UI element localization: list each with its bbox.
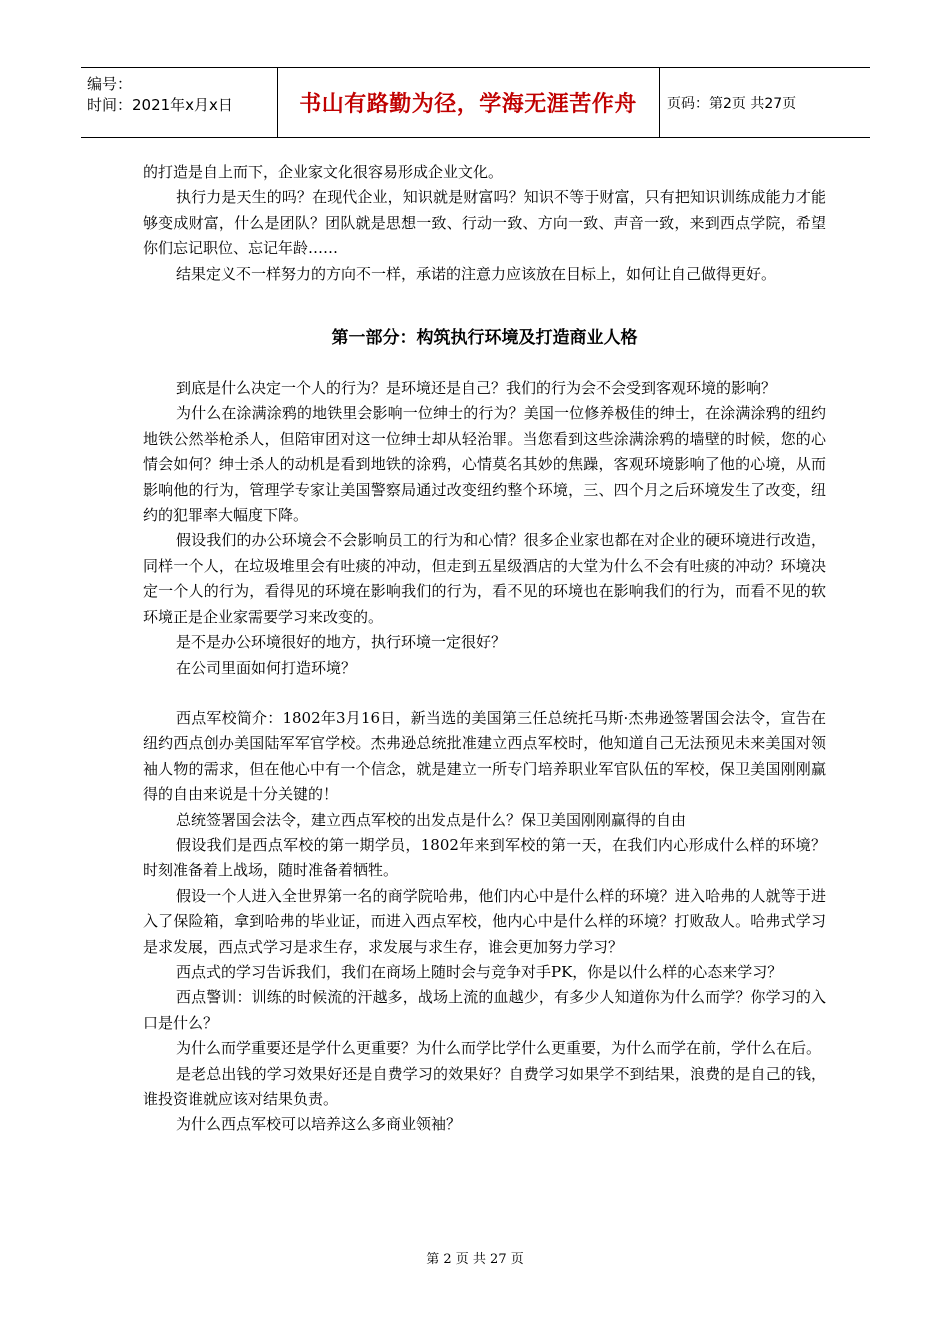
paragraph: 是老总出钱的学习效果好还是自费学习的效果好？自费学习如果学不到结果，浪费的是自己的钱，谁投资谁就应该对结果负责。	[143, 1064, 826, 1108]
paragraph: 总统签署国会法令，建立西点军校的出发点是什么？保卫美国刚刚赢得的自由	[176, 810, 687, 829]
paragraph: 的打造是自上而下，企业家文化很容易形成企业文化。	[143, 163, 504, 181]
page-header	[81, 67, 870, 138]
paragraph: 假设一个人进入全世界第一名的商学院哈弗，他们内心中是什么样的环境？进入哈弗的人就等于进入了保险箱，拿到哈弗的毕业证，而进入西点军校，他内心中是什么样的环境？打败敌人。哈弗式学习是求发展，西点式学习是求生存，求发展与求生存，谁会更加努力学习？	[143, 886, 826, 956]
paragraph: 是不是办公环境很好的地方，执行环境一定很好？	[176, 633, 507, 652]
paragraph: 假设我们是西点军校的第一期学员，1802年来到军校的第一天，在我们内心形成什么样的环境？时刻准备着上战场，随时准备着牺牲。	[143, 835, 826, 880]
paragraph: 为什么而学重要还是学什么更重要？为什么而学比学什么更重要，为什么而学在前，学什么在后。	[176, 1039, 822, 1058]
paragraph: 西点式的学习告诉我们，我们在商场上随时会与竞争对手PK，你是以什么样的心态来学习？	[176, 962, 783, 981]
paragraph: 结果定义不一样努力的方向不一样，承诺的注意力应该放在目标上，如何让自己做得更好。	[176, 264, 777, 283]
paragraph: 到底是什么决定一个人的行为？是环境还是自己？我们的行为会不会受到客观环境的影响？	[176, 379, 777, 398]
date-label: 时间：2021年x月x日	[87, 96, 233, 114]
header-motto: 书山有路勤为径，学海无涯苦作舟	[299, 92, 637, 117]
paragraph: 假设我们的办公环境会不会影响员工的行为和心情？很多企业家也都在对企业的硬环境进行改造，同样一个人，在垃圾堆里会有吐痰的冲动，但走到五星级酒店的大堂为什么不会有吐痰的冲动？环境决定一个人的行为，看得见的环境在影响我们的行为，看不见的环境也在影响我们的行为，而看不见的软环境正是企业家需要学习来改变的。	[143, 531, 826, 626]
paragraph: 为什么西点军校可以培养这么多商业领袖？	[176, 1115, 462, 1134]
document-body	[143, 160, 826, 1138]
header-meta	[87, 74, 233, 116]
section-title: 第一部分：构筑执行环境及打造商业人格	[331, 328, 638, 349]
paragraph: 执行力是天生的吗？在现代企业，知识就是财富吗？知识不等于财富，只有把知识训练成能力才能够变成财富，什么是团队？团队就是思想一致、行动一致、方向一致、声音一致，来到西点学院，希望你们忘记职位、忘记年龄……	[143, 188, 826, 258]
paragraph: 为什么在涂满涂鸦的地铁里会影响一位绅士的行为？美国一位修养极佳的绅士，在涂满涂鸦的纽约地铁公然举枪杀人，但陪审团对这一位绅士却从轻治罪。当您看到这些涂满涂鸦的墙壁的时候，您的心情会如何？绅士杀人的动机是看到地铁的涂鸦，心情莫名其妙的焦躁，客观环境影响了他的心境，从而影响他的行为，管理学专家让美国警察局通过改变纽约整个环境，三、四个月之后环境发生了改变，纽约的犯罪率大幅度下降。	[143, 404, 826, 525]
paragraph: 西点军校简介：1802年3月16日，新当选的美国第三任总统托马斯·杰弗逊签署国会法令，宣告在纽约西点创办美国陆军军官学校。杰弗逊总统批准建立西点军校时，他知道自己无法预见未来美国对领袖人物的需求，但在他心中有一个信念，就是建立一所专门培养职业军官队伍的军校，保卫美国刚刚赢得的自由来说是十分关键的！	[143, 708, 826, 804]
header-page-info: 页码：第2页 共27页	[667, 95, 797, 112]
paragraph: 西点警训：训练的时候流的汗越多，战场上流的血越少，有多少人知道你为什么而学？你学习的入口是什么？	[143, 988, 826, 1032]
header-divider	[659, 68, 660, 137]
number-label: 编号：	[87, 75, 133, 93]
paragraph: 在公司里面如何打造环境？	[176, 658, 357, 677]
page-footer: 第 2 页 共 27 页	[426, 1252, 524, 1267]
